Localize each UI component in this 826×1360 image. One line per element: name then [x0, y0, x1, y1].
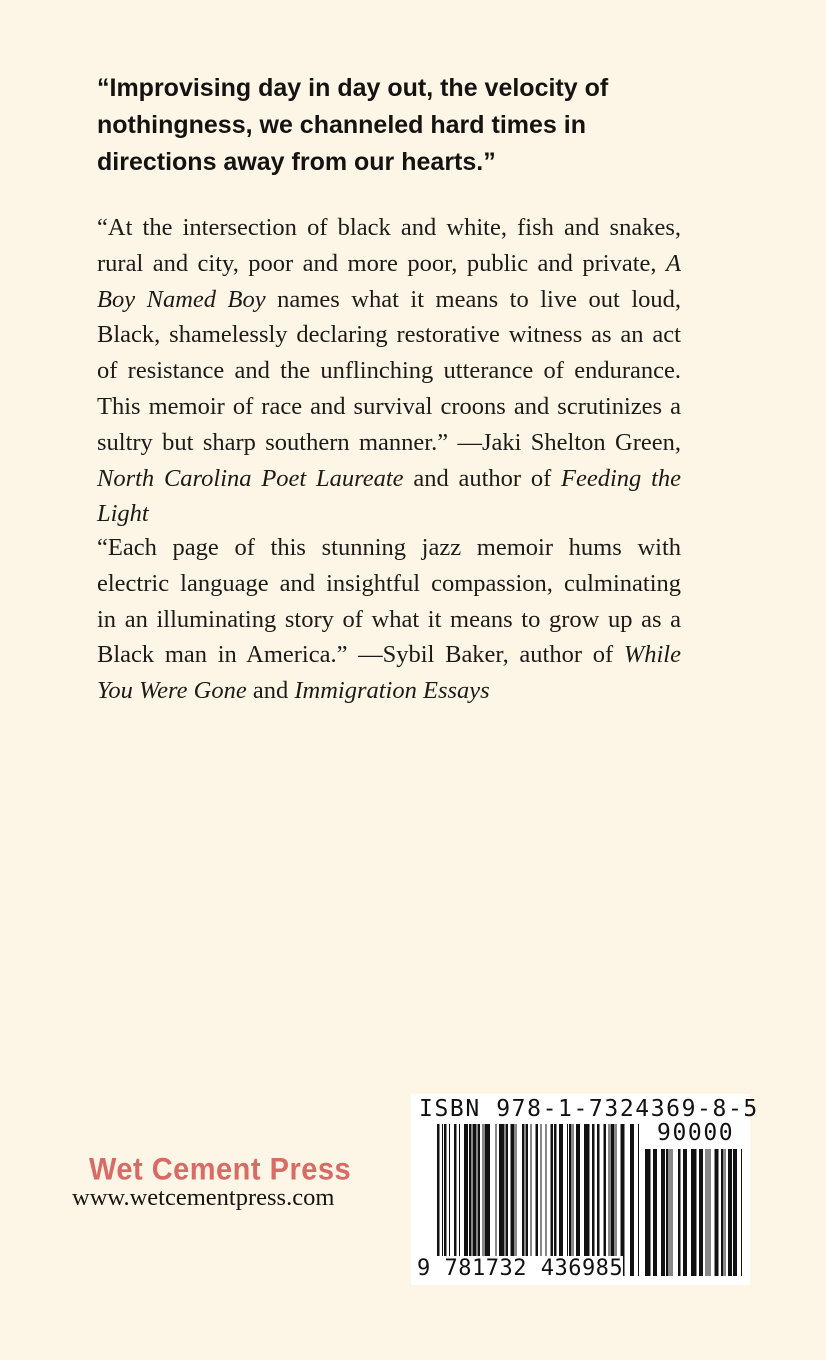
barcode-bar — [522, 1124, 525, 1276]
barcode-bar — [551, 1124, 554, 1276]
barcode-bar — [708, 1149, 709, 1276]
barcode-bar — [506, 1124, 509, 1276]
barcode-bar — [638, 1124, 639, 1276]
barcode-bar — [672, 1149, 673, 1276]
blurb-jaki-shelton-green — [97, 210, 681, 532]
isbn-barcode — [411, 1094, 759, 1285]
blurb-text: and author of — [403, 464, 562, 492]
barcode-bar — [653, 1149, 657, 1276]
barcode-bar — [721, 1149, 724, 1276]
barcode-bar — [728, 1149, 732, 1276]
barcode-bar — [516, 1124, 517, 1276]
barcode-bar — [645, 1149, 651, 1276]
barcode-bar — [715, 1149, 719, 1276]
author-work-title: Immigration Essays — [294, 677, 490, 705]
barcode-bar — [592, 1124, 595, 1276]
barcode-bar — [478, 1124, 481, 1276]
barcode-bar — [661, 1149, 665, 1276]
barcode-bar — [459, 1124, 460, 1276]
barcode-bar — [449, 1124, 450, 1276]
barcode-bar — [485, 1124, 491, 1276]
barcode-bar — [496, 1124, 497, 1276]
barcode-bar — [604, 1124, 607, 1276]
barcode-bar — [573, 1124, 574, 1276]
lead-quote: “Improvising day in day out, the velocity of nothingness, we channeled hard times in directions away from our hearts.” — [97, 74, 609, 176]
barcode-bar — [546, 1124, 547, 1276]
blurb-text: names what it means to live out loud, Black, shamelessly declaring restorative witness as an act of resistance and the unflinching utterance of endurance. This memoir of race and survival croons and scrutinizes a sultry but sharp southern manner.” —Jaki Shelton Green, — [97, 285, 682, 456]
author-title: North Carolina Poet Laureate — [97, 464, 404, 492]
barcode-bar — [473, 1124, 477, 1276]
isbn-label: ISBN 978-1-7324369-8-5 — [419, 1096, 759, 1122]
barcode-bar — [464, 1124, 468, 1276]
blurb-text: “Each page of this stunning jazz memoir hums with electric language and insightful compassion, culminating in an illuminating story of what it means to grow up as a Black man in America.” —Sybil Baker, author of — [97, 534, 681, 669]
barcode-bar — [691, 1149, 697, 1276]
barcode-bar — [554, 1124, 557, 1276]
barcode-bar — [611, 1124, 615, 1276]
barcode-bar — [670, 1149, 671, 1276]
barcode-bar — [499, 1124, 505, 1276]
publisher-logo: Wet Cement Press — [89, 1152, 352, 1188]
barcode-bar — [442, 1124, 443, 1276]
barcode-bar — [710, 1149, 711, 1276]
barcode-bar — [666, 1149, 669, 1276]
barcode-bar — [536, 1124, 539, 1276]
barcode-bar — [741, 1149, 742, 1276]
barcode-bar — [609, 1124, 610, 1276]
barcode-bar — [733, 1149, 737, 1276]
barcode-bar — [444, 1124, 447, 1276]
barcode-bar — [569, 1124, 572, 1276]
barcode-bar — [621, 1124, 625, 1276]
barcode-bar — [483, 1124, 484, 1276]
author-work-title: Feeding the Light — [97, 464, 682, 528]
price-code: 90000 — [657, 1120, 735, 1146]
barcode-bar — [683, 1149, 687, 1276]
barcode-bar — [616, 1124, 617, 1276]
book-title: A Boy Named Boy — [97, 249, 681, 313]
blurb-sybil-baker — [97, 530, 681, 709]
barcode-bar — [678, 1149, 681, 1276]
barcode-bar — [630, 1124, 634, 1276]
barcode-bar — [567, 1124, 568, 1276]
barcode-bar — [725, 1149, 726, 1276]
barcode-bar — [454, 1124, 457, 1276]
barcode-bar — [526, 1124, 529, 1276]
barcode-bar — [531, 1124, 532, 1276]
barcode-bar — [559, 1124, 563, 1276]
barcode-bar — [699, 1149, 703, 1276]
barcode-bar — [576, 1124, 580, 1276]
barcode-bar — [437, 1124, 440, 1276]
publisher-url: www.wetcementpress.com — [72, 1184, 335, 1211]
barcode-bar — [597, 1124, 600, 1276]
barcode-bar — [511, 1124, 515, 1276]
barcode-bar — [469, 1124, 472, 1276]
ean-digits: 9 781732 436985 — [417, 1256, 624, 1281]
barcode-bar — [706, 1149, 707, 1276]
blurb-text: and — [246, 677, 295, 705]
blurb-text: “At the intersection of black and white, fish and snakes, rural and city, poor and more poor, public and private, — [97, 214, 681, 277]
barcode-bar — [541, 1124, 542, 1276]
barcode-bar — [584, 1124, 590, 1276]
author-work-title: While You Were Gone — [97, 641, 681, 705]
